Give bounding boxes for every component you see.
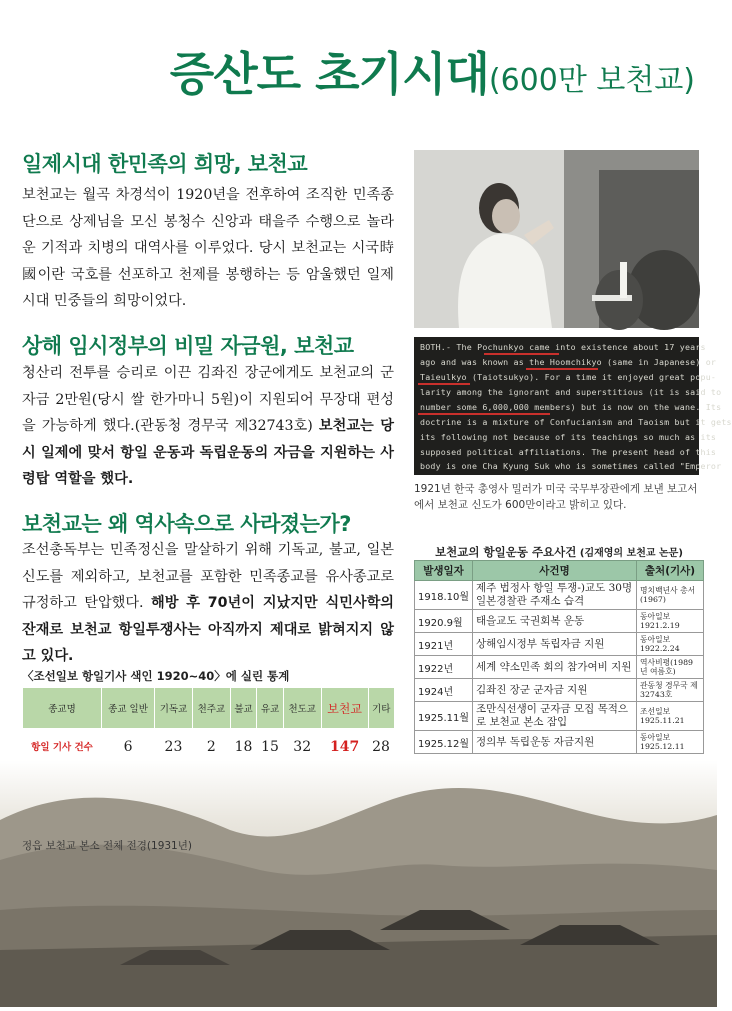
- document-line: number some 6,000,000 members) but is now on the wane. Its: [420, 402, 722, 412]
- event-date: 1920.9월: [415, 610, 473, 633]
- event-date: 1921년: [415, 633, 473, 656]
- red-underline: [418, 383, 470, 385]
- stats-header-cell: 유교: [257, 688, 284, 728]
- section3-body-text: 조선총독부는 민족정신을 말살하기 위해 기독교, 불교, 일본신도를 제외하고, 보천교를 포함한 민족종교를 유사종교로 규정하고 탄압했다.: [22, 542, 394, 611]
- document-line: doctrine is a mixture of Confucianism and Taoism but it gets: [420, 417, 732, 427]
- landscape-illustration: [0, 760, 717, 1007]
- section3-body: [22, 537, 394, 670]
- event-source: 조선일보 1925.11.21: [637, 702, 704, 731]
- event-name: 조만식선생이 군자금 모집 목적으로 보천교 본소 잠입: [473, 702, 637, 731]
- document-line: Taieulkyo (Taiotsukyo). For a time it enjoyed great popu-: [420, 372, 717, 382]
- stats-header-cell: 종교명: [23, 688, 102, 728]
- section2-body-text: 청산리 전투를 승리로 이끈 김좌진 장군에게도 보천교의 군자금 2만원(당시 쌀 한가마니 5원)이 지원되어 무장대 편성을 가능하게 했다.(관동청 경무국 제32743호): [22, 365, 394, 434]
- landscape-caption: 정읍 보천교 본소 전체 전경(1931년): [22, 840, 192, 852]
- stats-row-label: 항일 기사 건수: [23, 728, 102, 767]
- events-title-text: 보천교의 항일운동 주요사건: [435, 545, 577, 559]
- event-source: 관동청 경무국 제32743호: [637, 679, 704, 702]
- stats-value: 2: [192, 728, 230, 767]
- stats-header-cell: 천주교: [192, 688, 230, 728]
- red-underline: [484, 353, 559, 355]
- events-title-note: (김재영의 보천교 논문): [576, 548, 683, 559]
- table-row: [415, 656, 704, 679]
- event-date: 1922년: [415, 656, 473, 679]
- stats-header-cell: 기타: [368, 688, 394, 728]
- us-consul-report-image: [414, 337, 732, 475]
- event-date: 1918.10월: [415, 581, 473, 610]
- document-caption: 1921년 한국 총영사 밀러가 미국 국무부장관에게 보낸 보고서에서 보천교 신도가 600만이라고 밝히고 있다.: [414, 483, 698, 511]
- stats-value: 15: [257, 728, 284, 767]
- section1-body: 보천교는 월곡 차경석이 1920년을 전후하여 조직한 민족종단으로 상제님을 모신 봉청수 신앙과 태을주 수행으로 놀라운 기적과 치병의 대역사를 이루었다. 당시 보천교는 시국時國이란 국호를 선포하고 천제를 봉행하는 등 암울했던 일제시대 민중들의 희망이었다.: [22, 187, 394, 309]
- event-name: 김좌진 장군 군자금 지원: [473, 679, 637, 702]
- stats-header-cell: 종교 일반: [102, 688, 155, 728]
- stats-header-row: [23, 688, 395, 728]
- event-date: 1925.11월: [415, 702, 473, 731]
- stats-header-cell: 천도교: [283, 688, 321, 728]
- stats-value: 32: [283, 728, 321, 767]
- event-date: 1925.12월: [415, 731, 473, 754]
- event-source: 역사비평(1989년 여름호): [637, 656, 704, 679]
- event-name: 상해임시정부 독립자금 지원: [473, 633, 637, 656]
- stats-value: 18: [230, 728, 257, 767]
- stats-title: 〈조선일보 항일기사 색인 1920~40〉에 실린 통계: [22, 669, 290, 683]
- event-source: 동아일보 1925.12.11: [637, 731, 704, 754]
- document-line: its following not because of its teachings so much as its: [420, 432, 717, 442]
- red-underline: [418, 413, 550, 415]
- stats-table: [22, 688, 394, 767]
- document-line: larity among the ignorant and superstitious (it is said to: [420, 387, 722, 397]
- events-header-row: [415, 561, 704, 581]
- table-row: [415, 731, 704, 754]
- title-main: 증산도 초기시대: [169, 47, 489, 101]
- title-sub: (600만 보천교): [488, 63, 695, 98]
- table-row: [415, 581, 704, 610]
- table-row: [415, 679, 704, 702]
- document-line: BOTH.- The Pochunkyo came into existence about 17 years: [420, 342, 706, 352]
- event-name: 세계 약소민족 회의 참가여비 지원: [473, 656, 637, 679]
- pochunkyo-headquarters-photo: [0, 760, 717, 1007]
- event-source: 동아일보 1921.2.19: [637, 610, 704, 633]
- stats-value: 23: [155, 728, 193, 767]
- stats-value: 28: [368, 728, 394, 767]
- stats-value: 6: [102, 728, 155, 767]
- section1-heading: 일제시대 한민족의 희망, 보천교: [22, 152, 308, 176]
- page-title: [170, 38, 695, 104]
- event-name: 정의부 독립운동 자금지원: [473, 731, 637, 754]
- stats-header-cell-highlight: 보천교: [321, 688, 368, 728]
- section2-body-bold: 보천교는 당시 일제에 맞서 항일 운동과 독립운동의 자금을 지원하는 사령탑 역할을 했다.: [22, 418, 395, 487]
- stats-header-cell: 불교: [230, 688, 257, 728]
- events-table-title: [414, 544, 704, 560]
- table-row: [415, 633, 704, 656]
- section3-heading: 보천교는 왜 역사속으로 사라졌는가?: [22, 512, 351, 536]
- red-underline: [526, 368, 598, 370]
- table-row: [415, 702, 704, 731]
- document-line: ago and was known as the Hoomchikyo (same in Japanese) or: [420, 357, 717, 367]
- event-source: 명치백년사 총서(1967): [637, 581, 704, 610]
- events-col-date: 발생일자: [415, 561, 473, 581]
- event-source: 동아일보 1922.2.24: [637, 633, 704, 656]
- stats-header-cell: 기독교: [155, 688, 193, 728]
- events-col-source: 출처(기사): [637, 561, 704, 581]
- section3-body-bold: 해방 후 70년이 지났지만 식민사학의 잔재로 보천교 항일투쟁사는 아직까지 제대로 밝혀지지 않고 있다.: [22, 595, 395, 664]
- events-table: [414, 560, 704, 754]
- event-date: 1924년: [415, 679, 473, 702]
- praying-woman-illustration: [414, 150, 699, 328]
- events-col-event: 사건명: [473, 561, 637, 581]
- document-line: body is one Cha Kyung Suk who is sometimes called "Emperor: [420, 461, 722, 471]
- table-row: [415, 610, 704, 633]
- praying-woman-photo: [414, 150, 699, 328]
- event-name: 태을교도 국권회복 운동: [473, 610, 637, 633]
- section2-heading: 상해 임시정부의 비밀 자금원, 보천교: [22, 334, 354, 358]
- section2-body: [22, 360, 394, 493]
- stats-value-highlight: 147: [321, 728, 368, 767]
- event-name: 제주 법정사 항일 투쟁-)교도 30명 일본경찰관 주재소 습격: [473, 581, 637, 610]
- document-line: supposed political affiliations. The present head of this: [420, 447, 717, 457]
